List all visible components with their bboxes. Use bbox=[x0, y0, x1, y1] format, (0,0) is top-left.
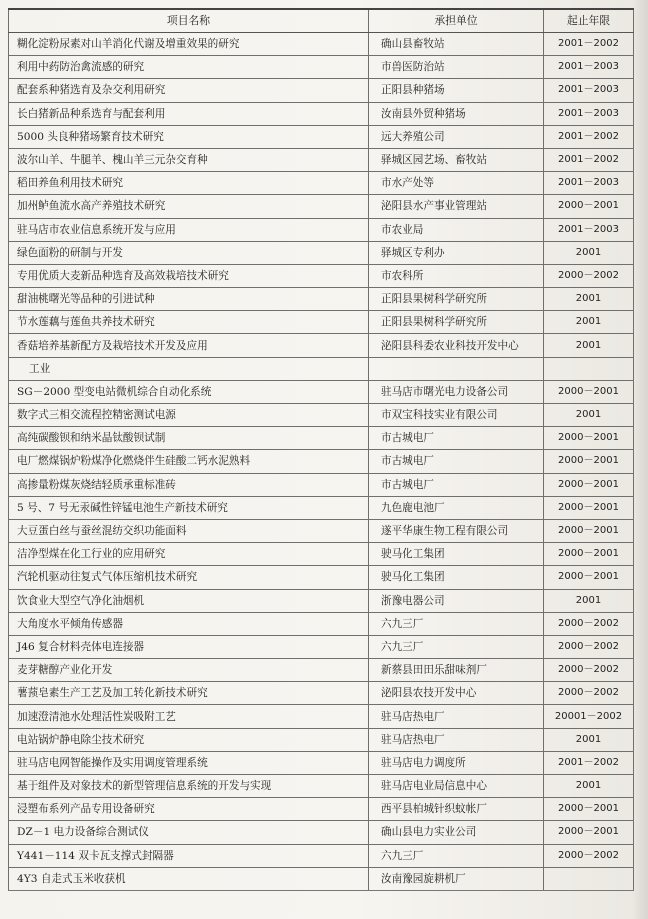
project-name-cell: 加州鲈鱼流水高产养殖技术研究 bbox=[9, 195, 369, 218]
undertaking-unit-cell: 市双宝科技实业有限公司 bbox=[369, 404, 544, 427]
period-cell: 2001 bbox=[544, 288, 634, 311]
period-cell: 2001－2003 bbox=[544, 172, 634, 195]
table-row bbox=[9, 450, 634, 473]
period-cell: 2000－2002 bbox=[544, 844, 634, 867]
undertaking-unit-cell: 市兽医防治站 bbox=[369, 56, 544, 79]
project-name-cell: 高纯碳酸钡和纳米晶钛酸钡试制 bbox=[9, 427, 369, 450]
undertaking-unit-cell: 确山县电力实业公司 bbox=[369, 821, 544, 844]
undertaking-unit-cell: 正阳县果树科学研究所 bbox=[369, 311, 544, 334]
project-name-cell: 工业 bbox=[9, 357, 369, 380]
project-name-cell: 稻田养鱼利用技术研究 bbox=[9, 172, 369, 195]
undertaking-unit-cell: 九色鹿电池厂 bbox=[369, 496, 544, 519]
period-cell: 2000－2002 bbox=[544, 659, 634, 682]
table-header bbox=[9, 9, 634, 33]
undertaking-unit-cell: 驻马店电业局信息中心 bbox=[369, 775, 544, 798]
table-row bbox=[9, 404, 634, 427]
table-row bbox=[9, 659, 634, 682]
project-name-cell: 专用优质大麦新品种选育及高效栽培技术研究 bbox=[9, 264, 369, 287]
table-row bbox=[9, 543, 634, 566]
table-row bbox=[9, 821, 634, 844]
period-cell: 2001－2003 bbox=[544, 79, 634, 102]
undertaking-unit-cell: 正阳县种猪场 bbox=[369, 79, 544, 102]
undertaking-unit-cell: 汝南豫园旋耕机厂 bbox=[369, 867, 544, 890]
undertaking-unit-cell: 确山县畜牧站 bbox=[369, 33, 544, 56]
table-row bbox=[9, 844, 634, 867]
project-name-cell: 洁净型煤在化工行业的应用研究 bbox=[9, 543, 369, 566]
undertaking-unit-cell: 泌阳县科委农业科技开发中心 bbox=[369, 334, 544, 357]
table-row bbox=[9, 380, 634, 403]
project-table-container bbox=[8, 8, 633, 891]
project-name-cell: 数字式三相交流程控精密测试电源 bbox=[9, 404, 369, 427]
project-name-cell: 节水莲藕与莲鱼共养技术研究 bbox=[9, 311, 369, 334]
project-name-cell: 基于组件及对象技术的新型管理信息系统的开发与实现 bbox=[9, 775, 369, 798]
undertaking-unit-cell: 汝南县外贸种猪场 bbox=[369, 102, 544, 125]
undertaking-unit-cell: 驶马化工集团 bbox=[369, 543, 544, 566]
undertaking-unit-cell: 西平县柏城针织蚊帐厂 bbox=[369, 798, 544, 821]
project-name-cell: 电厂燃煤锅炉粉煤净化燃烧伴生硅酸二钙水泥熟料 bbox=[9, 450, 369, 473]
period-cell: 2000－2001 bbox=[544, 473, 634, 496]
table-row bbox=[9, 682, 634, 705]
period-cell: 2001 bbox=[544, 589, 634, 612]
table-row bbox=[9, 195, 634, 218]
undertaking-unit-cell: 驿城区园艺场、畜牧站 bbox=[369, 148, 544, 171]
project-name-cell: 利用中药防治禽流感的研究 bbox=[9, 56, 369, 79]
period-cell: 2000－2002 bbox=[544, 264, 634, 287]
undertaking-unit-cell bbox=[369, 357, 544, 380]
header-period: 起止年限 bbox=[544, 9, 634, 33]
table-row bbox=[9, 635, 634, 658]
period-cell: 2001 bbox=[544, 334, 634, 357]
period-cell: 2001－2002 bbox=[544, 148, 634, 171]
undertaking-unit-cell: 浙豫电器公司 bbox=[369, 589, 544, 612]
undertaking-unit-cell: 市古城电厂 bbox=[369, 427, 544, 450]
table-row bbox=[9, 241, 634, 264]
undertaking-unit-cell: 市农业局 bbox=[369, 218, 544, 241]
undertaking-unit-cell: 泌阳县水产事业管理站 bbox=[369, 195, 544, 218]
table-row bbox=[9, 334, 634, 357]
undertaking-unit-cell: 驿城区专利办 bbox=[369, 241, 544, 264]
table-row bbox=[9, 705, 634, 728]
period-cell: 2000－2001 bbox=[544, 566, 634, 589]
table-row bbox=[9, 172, 634, 195]
undertaking-unit-cell: 驶马化工集团 bbox=[369, 566, 544, 589]
project-name-cell: 浸塑布系列产品专用设备研究 bbox=[9, 798, 369, 821]
table-row bbox=[9, 264, 634, 287]
undertaking-unit-cell: 远大养殖公司 bbox=[369, 125, 544, 148]
undertaking-unit-cell: 遂平华康生物工程有限公司 bbox=[369, 519, 544, 542]
header-undertaking-unit: 承担单位 bbox=[369, 9, 544, 33]
project-name-cell: 驻马店市农业信息系统开发与应用 bbox=[9, 218, 369, 241]
period-cell: 2001－2003 bbox=[544, 218, 634, 241]
table-row bbox=[9, 102, 634, 125]
period-cell: 2000－2001 bbox=[544, 519, 634, 542]
project-name-cell: 大角度水平倾角传感器 bbox=[9, 612, 369, 635]
project-name-cell: J46 复合材料壳体电连接器 bbox=[9, 635, 369, 658]
project-name-cell: Y441－114 双卡瓦支撑式封隔器 bbox=[9, 844, 369, 867]
undertaking-unit-cell: 驻马店热电厂 bbox=[369, 728, 544, 751]
table-row bbox=[9, 867, 634, 890]
project-name-cell: 驻马店电网智能操作及实用调度管理系统 bbox=[9, 751, 369, 774]
table-row bbox=[9, 148, 634, 171]
period-cell: 2000－2001 bbox=[544, 195, 634, 218]
project-name-cell: 汽轮机驱动往复式气体压缩机技术研究 bbox=[9, 566, 369, 589]
table-row bbox=[9, 427, 634, 450]
project-name-cell: 甜油桃曙光等品种的引进试种 bbox=[9, 288, 369, 311]
project-name-cell: 大豆蛋白丝与蚕丝混纺交织功能面料 bbox=[9, 519, 369, 542]
period-cell: 2001 bbox=[544, 728, 634, 751]
table-row bbox=[9, 728, 634, 751]
period-cell bbox=[544, 867, 634, 890]
period-cell: 2001－2002 bbox=[544, 751, 634, 774]
period-cell: 2000－2002 bbox=[544, 682, 634, 705]
period-cell: 2000－2002 bbox=[544, 612, 634, 635]
period-cell: 2000－2001 bbox=[544, 496, 634, 519]
table-row bbox=[9, 751, 634, 774]
project-name-cell: 长白猪新品种系选育与配套利用 bbox=[9, 102, 369, 125]
page-edge-shadow bbox=[632, 0, 648, 919]
project-name-cell: 5 号、7 号无汞碱性锌锰电池生产新技术研究 bbox=[9, 496, 369, 519]
period-cell: 2001 bbox=[544, 311, 634, 334]
period-cell: 2000－2002 bbox=[544, 635, 634, 658]
project-name-cell: SG－2000 型变电站微机综合自动化系统 bbox=[9, 380, 369, 403]
period-cell: 2001 bbox=[544, 241, 634, 264]
period-cell bbox=[544, 357, 634, 380]
period-cell: 2000－2001 bbox=[544, 450, 634, 473]
table-row bbox=[9, 612, 634, 635]
table-row bbox=[9, 496, 634, 519]
undertaking-unit-cell: 市古城电厂 bbox=[369, 450, 544, 473]
undertaking-unit-cell: 驻马店电力调度所 bbox=[369, 751, 544, 774]
header-project-name: 项目名称 bbox=[9, 9, 369, 33]
undertaking-unit-cell: 驻马店市曙光电力设备公司 bbox=[369, 380, 544, 403]
project-name-cell: 糊化淀粉尿素对山羊消化代谢及增重效果的研究 bbox=[9, 33, 369, 56]
undertaking-unit-cell: 泌阳县农技开发中心 bbox=[369, 682, 544, 705]
table-row bbox=[9, 56, 634, 79]
project-name-cell: 高掺量粉煤灰烧结轻质承重标准砖 bbox=[9, 473, 369, 496]
period-cell: 2001－2003 bbox=[544, 56, 634, 79]
project-name-cell: 饮食业大型空气净化油烟机 bbox=[9, 589, 369, 612]
table-row bbox=[9, 218, 634, 241]
undertaking-unit-cell: 市水产处等 bbox=[369, 172, 544, 195]
project-name-cell: DZ－1 电力设备综合测试仪 bbox=[9, 821, 369, 844]
header-row bbox=[9, 9, 634, 33]
project-name-cell: 绿色面粉的研制与开发 bbox=[9, 241, 369, 264]
project-name-cell: 薯蓣皂素生产工艺及加工转化新技术研究 bbox=[9, 682, 369, 705]
undertaking-unit-cell: 驻马店热电厂 bbox=[369, 705, 544, 728]
project-name-cell: 香菇培养基新配方及栽培技术开发及应用 bbox=[9, 334, 369, 357]
period-cell: 2001 bbox=[544, 775, 634, 798]
period-cell: 2000－2001 bbox=[544, 798, 634, 821]
project-name-cell: 麦芽糖醇产业化开发 bbox=[9, 659, 369, 682]
table-row bbox=[9, 33, 634, 56]
table-row bbox=[9, 566, 634, 589]
undertaking-unit-cell: 六九三厂 bbox=[369, 635, 544, 658]
table-row bbox=[9, 288, 634, 311]
undertaking-unit-cell: 市农科所 bbox=[369, 264, 544, 287]
period-cell: 2000－2001 bbox=[544, 427, 634, 450]
project-name-cell: 4Y3 自走式玉米收获机 bbox=[9, 867, 369, 890]
project-name-cell: 配套系种猪选育及杂交利用研究 bbox=[9, 79, 369, 102]
project-table bbox=[8, 8, 634, 891]
period-cell: 2001 bbox=[544, 404, 634, 427]
table-row bbox=[9, 79, 634, 102]
table-body bbox=[9, 33, 634, 891]
project-name-cell: 5000 头良种猪场繁育技术研究 bbox=[9, 125, 369, 148]
period-cell: 2001－2003 bbox=[544, 102, 634, 125]
table-row bbox=[9, 125, 634, 148]
undertaking-unit-cell: 六九三厂 bbox=[369, 612, 544, 635]
project-name-cell: 加速澄清池水处理活性炭吸附工艺 bbox=[9, 705, 369, 728]
undertaking-unit-cell: 正阳县果树科学研究所 bbox=[369, 288, 544, 311]
period-cell: 2000－2001 bbox=[544, 543, 634, 566]
table-row bbox=[9, 775, 634, 798]
section-row bbox=[9, 357, 634, 380]
table-row bbox=[9, 589, 634, 612]
period-cell: 2000－2001 bbox=[544, 821, 634, 844]
table-row bbox=[9, 473, 634, 496]
period-cell: 20001－2002 bbox=[544, 705, 634, 728]
project-name-cell: 电站锅炉静电除尘技术研究 bbox=[9, 728, 369, 751]
period-cell: 2000－2001 bbox=[544, 380, 634, 403]
table-row bbox=[9, 798, 634, 821]
undertaking-unit-cell: 新蔡县田田乐甜味剂厂 bbox=[369, 659, 544, 682]
undertaking-unit-cell: 市古城电厂 bbox=[369, 473, 544, 496]
period-cell: 2001－2002 bbox=[544, 33, 634, 56]
project-name-cell: 波尔山羊、牛腿羊、槐山羊三元杂交育种 bbox=[9, 148, 369, 171]
table-row bbox=[9, 311, 634, 334]
period-cell: 2001－2002 bbox=[544, 125, 634, 148]
table-row bbox=[9, 519, 634, 542]
undertaking-unit-cell: 六九三厂 bbox=[369, 844, 544, 867]
